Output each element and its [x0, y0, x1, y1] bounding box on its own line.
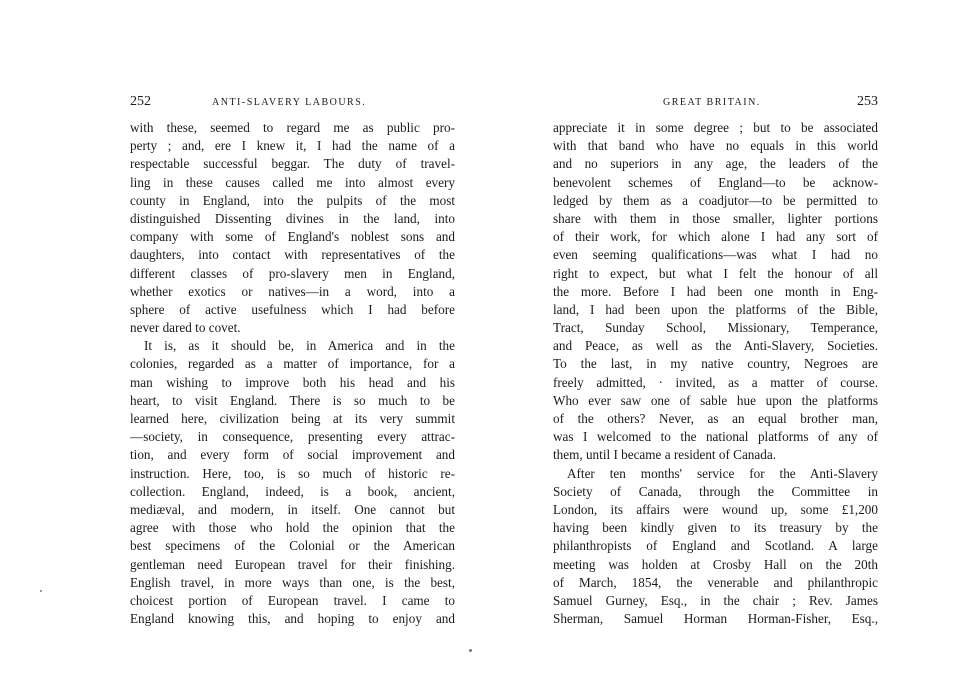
- right-page: [490, 0, 980, 699]
- text-line: respectable successful beggar. The duty of travel-: [130, 156, 455, 172]
- text-line: company with some of England's noblest sons and: [130, 229, 455, 245]
- text-line: Samuel Gurney, Esq., in the chair ; Rev. James: [553, 592, 878, 608]
- text-line: right to expect, but what I felt the honour of all: [553, 265, 878, 281]
- text-line: appreciate it in some degree ; but to be associated: [553, 120, 878, 135]
- text-line: sphere of active usefulness which I had before: [130, 301, 455, 317]
- text-line: and Peace, as well as the Anti-Slavery, Societies.: [553, 338, 878, 354]
- text-line: benevolent schemes of England—to be acknow-: [553, 174, 878, 190]
- left-page-number: 252: [130, 94, 151, 109]
- text-line: Tract, Sunday School, Missionary, Temperance,: [553, 320, 878, 336]
- text-line: of March, 1854, the venerable and philanthropic: [553, 574, 878, 590]
- right-page-body: [553, 119, 878, 628]
- text-line: mediæval, and modern, in itself. One cannot but: [130, 501, 455, 517]
- left-page-header: [130, 93, 455, 111]
- text-line: meeting was holden at Crosby Hall on the 20th: [553, 556, 878, 572]
- text-line: choicest portion of European travel. I came to: [130, 592, 455, 608]
- text-line: ling in these causes called me into almost every: [130, 174, 455, 190]
- text-line: never dared to covet.: [130, 320, 241, 336]
- text-line: ledged by them as a coadjutor—to be permitted to: [553, 192, 878, 208]
- text-line: freely admitted, · invited, as a matter of course.: [553, 374, 878, 390]
- text-line: with these, seemed to regard me as public pro-: [130, 120, 455, 135]
- text-line: the more. Before I had been one month in Eng-: [553, 283, 878, 299]
- text-line: even seeming qualifications—was what I had no: [553, 247, 878, 263]
- text-line: daughters, into contact with representatives of the: [130, 247, 455, 263]
- text-line: agree with those who hold the opinion that the: [130, 520, 455, 536]
- scan-speck: [40, 590, 42, 592]
- right-page-number: 253: [857, 94, 878, 109]
- text-line: —society, in consequence, presenting every attrac-: [130, 429, 455, 445]
- text-line: heart, to visit England. There is so much to be: [130, 392, 455, 408]
- text-line: man wishing to improve both his head and his: [130, 374, 455, 390]
- text-line: It is, as it should be, in America and in the: [144, 338, 455, 354]
- text-line: English travel, in more ways than one, is the best,: [130, 574, 455, 590]
- text-line: After ten months' service for the Anti-Slavery: [567, 465, 878, 481]
- text-line: of the others? Never, as an equal brother man,: [553, 411, 878, 426]
- text-line: distinguished Dissenting divines in the land, into: [130, 210, 455, 226]
- text-line: Who ever saw one of sable hue upon the platforms: [553, 392, 878, 408]
- scan-speck: [469, 649, 472, 652]
- text-line: Society of Canada, through the Committee in: [553, 483, 878, 499]
- text-line: them, until I became a resident of Canada.: [553, 447, 777, 463]
- text-line: land, I had been upon the platforms of the Bible,: [553, 301, 878, 317]
- text-line: London, its affairs were wound up, some £1,200: [553, 501, 878, 517]
- text-line: and no superiors in any age, the leaders of the: [553, 156, 878, 172]
- text-line: colonies, regarded as a matter of importance, for a: [130, 356, 455, 372]
- text-line: philanthropists of England and Scotland. A large: [553, 538, 878, 554]
- text-line: best specimens of the Colonial or the American: [130, 538, 455, 554]
- text-line: different classes of pro-slavery men in England,: [130, 265, 455, 281]
- text-line: gentleman need European travel for their finishing.: [130, 556, 455, 572]
- left-page-body: [130, 119, 455, 628]
- left-running-title: ANTI-SLAVERY LABOURS.: [212, 97, 367, 108]
- right-page-header: [553, 93, 878, 111]
- text-line: To the last, in my native country, Negroes are: [553, 356, 878, 372]
- text-line: collection. England, indeed, is a book, ancient,: [130, 483, 455, 499]
- text-line: England knowing this, and hoping to enjoy and: [130, 611, 455, 627]
- text-line: Sherman, Samuel Horman Horman-Fisher, Esq.,: [553, 611, 878, 627]
- text-line: perty ; and, ere I knew it, I had the name of a: [130, 138, 455, 154]
- text-line: having been kindly given to its treasury by the: [553, 520, 878, 536]
- text-line: instruction. Here, too, is so much of historic re-: [130, 465, 455, 481]
- text-line: with that band who have no equals in this world: [553, 138, 878, 154]
- text-line: learned here, civilization being at its very summit: [130, 411, 455, 426]
- text-line: whether exotics or natives—in a word, into a: [130, 283, 455, 299]
- text-line: county in England, into the pulpits of the most: [130, 192, 455, 208]
- text-line: share with them in those smaller, lighter portions: [553, 210, 878, 226]
- text-line: of their work, for which alone I had any sort of: [553, 229, 878, 245]
- text-line: tion, and every form of social improvement and: [130, 447, 455, 463]
- right-running-title: GREAT BRITAIN.: [663, 97, 761, 108]
- text-line: was I welcomed to the national platforms of any of: [553, 429, 878, 445]
